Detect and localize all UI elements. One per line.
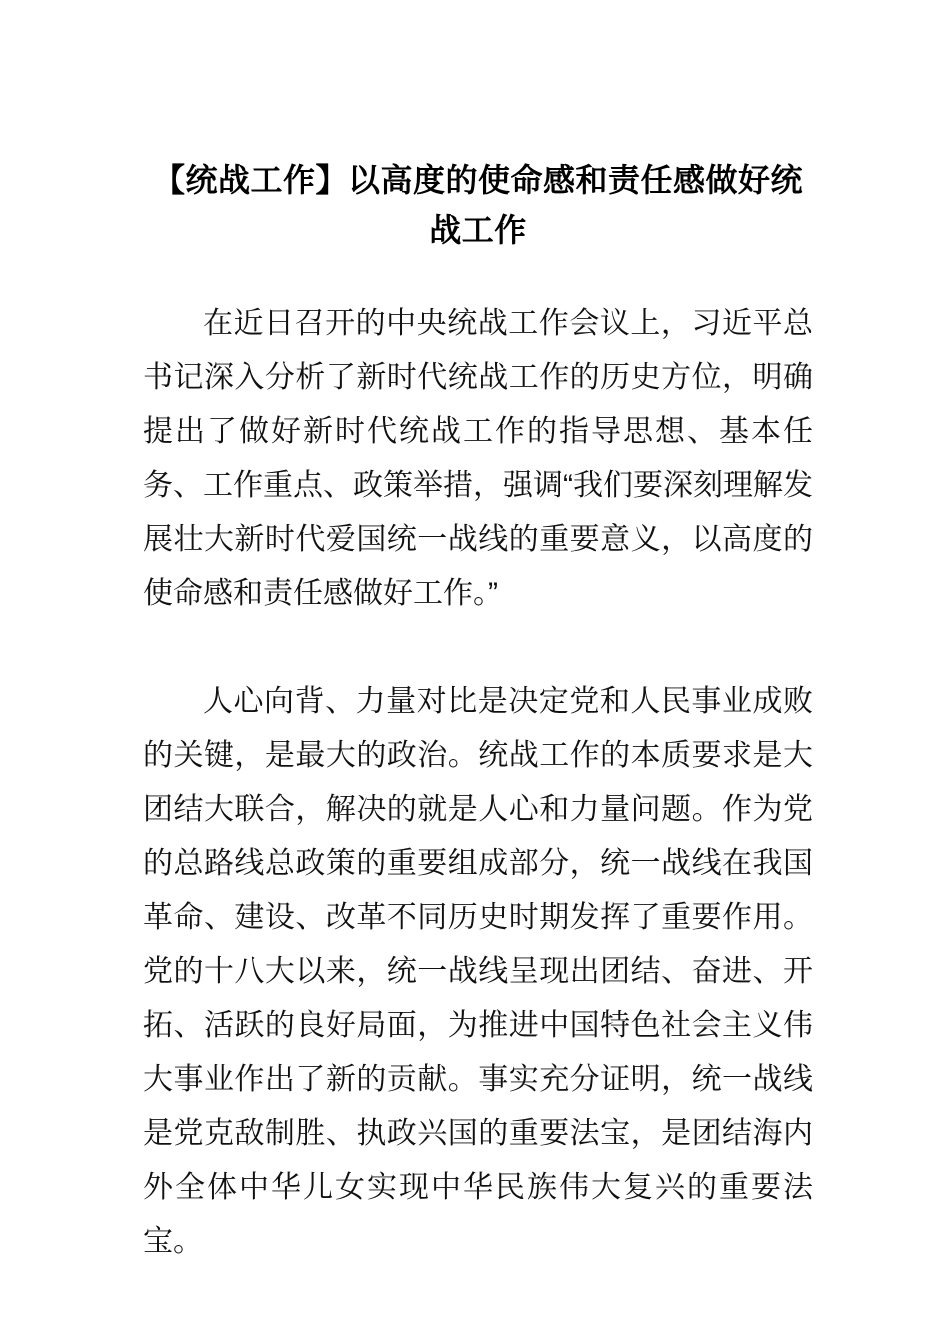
paragraph-1: 在近日召开的中央统战工作会议上，习近平总书记深入分析了新时代统战工作的历史方位，明确提出了做好新时代统战工作的指导思想、基本任务、工作重点、政策举措，强调“我们要深刻理解发展壮大新时代爱国统一战线的重要意义，以高度的使命感和责任感做好工作。”: [143, 307, 813, 610]
paragraph-2: 人心向背、力量对比是决定党和人民事业成败的关键，是最大的政治。统战工作的本质要求是大团结大联合，解决的就是人心和力量问题。作为党的总路线总政策的重要组成部分，统一战线在我国革命、建设、改革不同历史时期发挥了重要作用。党的十八大以来，统一战线呈现出团结、奋进、开拓、活跃的良好局面，为推进中国特色社会主义伟大事业作出了新的贡献。事实充分证明，统一战线是党克敌制胜、执政兴国的重要法宝，是团结海内外全体中华儿女实现中华民族伟大复兴的重要法宝。: [143, 685, 813, 1258]
document-body: [143, 155, 813, 1269]
page-title: 【统战工作】以高度的使命感和责任感做好统战工作: [152, 162, 803, 248]
